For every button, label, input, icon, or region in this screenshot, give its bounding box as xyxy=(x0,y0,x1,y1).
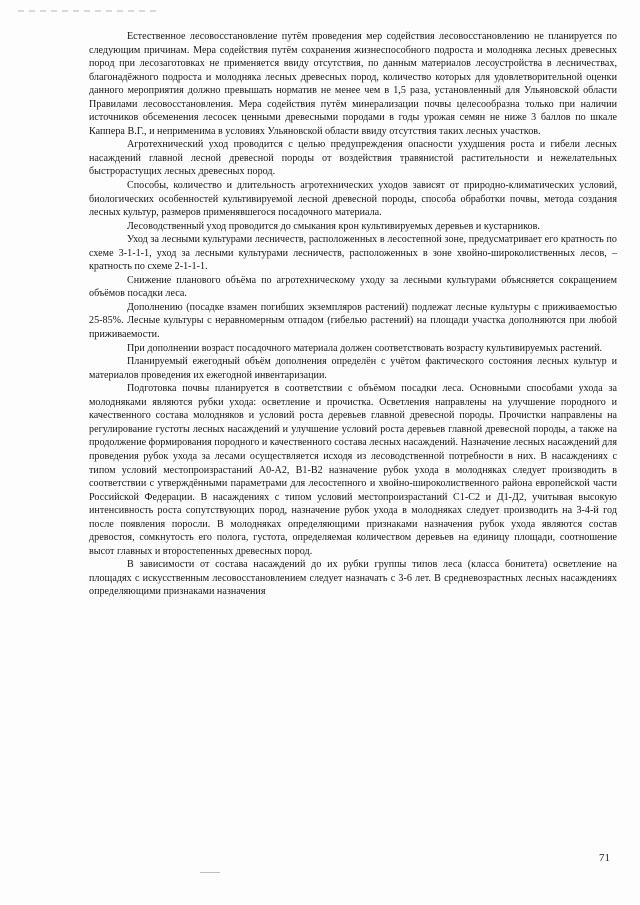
paragraph: Подготовка почвы планируется в соответствии с объёмом посадки леса. Основными способами ухода за молодняками являются рубки ухода: осветление и прочистка. Осветления направлены на улучшение породного и качественного состава молодняков и условий роста деревьев главной древесной породы. Прочистки направлены на регулирование густоты лесных насаждений и улучшение условий роста деревьев главной древесной породы, а также на продолжение формирования породного и качественного состава лесных насаждений. Назначение лесных насаждений для проведения рубок ухода за лесами осуществляется исходя из лесоводственной потребности в них. В насаждениях с типом условий местопроизрастаний А0-А2, В1-В2 назначение рубок ухода в молодняках следует производить в соответствии с утверждёнными параметрами для лесостепного и хвойно-широколиственного района европейской части Российской Федерации. В насаждениях с типом условий местопроизрастаний С1-С2 и Д1-Д2, учитывая высокую интенсивность роста сопутствующих пород, назначение рубок ухода в молодняках следует производить на 3-4-й год после появления поросли. В молодняках определяющими признаками назначения рубок ухода являются состав древостоя, сомкнутость его полога, густота, определяемая количеством деревьев на единицу площади, соотношение высот главных и второстепенных древесных пород. xyxy=(89,383,617,557)
paragraph: Уход за лесными культурами лесничеств, расположенных в лесостепной зоне, предусматривает его кратность по схеме 3-1-1-1, уход за лесными культурами лесничеств, расположенных в зоне хвойно-широколиственных лесов, – кратность по схеме 2-1-1-1. xyxy=(89,234,617,273)
paragraph: Дополнению (посадке взамен погибших экземпляров растений) подлежат лесные культуры с приживаемостью 25-85%. Лесные культуры с неравномерным отпадом (гибелью растений) на площади участка дополняются при любой приживаемости. xyxy=(89,301,617,341)
paragraph: Естественное лесовосстановление путём проведения мер содействия лесовосстановлению не планируется по следующим причинам. Мера содействия путём сохранения жизнеспособного подроста и молодняка лесных древесных пород при лесозаготовках не применяется ввиду отсутствия, по данным материалов лесоустройства в лесничествах, благонадёжного подроста и молодняка лесных древесных пород, количество которых для удовлетворительной оценки данного мероприятия должно превышать норматив не менее чем в 1,5 раза, установленный для Ульяновской области Правилами лесовосстановления. Мера содействия путём минерализации почвы целесообразна только при наличии источников обсеменения лесосек ценными древесными породами в годы урожая семян не ниже 3 баллов по шкале Каппера В.Г., и неприменима в условиях Ульяновской области ввиду отсутствия таких лесных участков. xyxy=(89,31,617,137)
document-body xyxy=(89,30,617,599)
paragraph: Снижение планового объёма по агротехническому уходу за лесными культурами объясняется сокращением объёмов посадки леса. xyxy=(89,274,617,300)
paragraph: Агротехнический уход проводится с целью предупреждения опасности ухудшения роста и гибели лесных насаждений главной лесной древесной породы от воздействия травянистой растительности и нежелательных быстрорастущих лесных древесных пород. xyxy=(89,139,617,178)
scan-artifact xyxy=(200,872,220,873)
paragraph: В зависимости от состава насаждений до их рубки группы типов леса (класса бонитета) осветление на площадях с искусственным лесовосстановлением следует назначать с 3-6 лет. В средневозрастных лесных насаждениях определяющими признаками назначения xyxy=(89,559,617,598)
paragraph: Способы, количество и длительность агротехнических уходов зависят от природно-климатических условий, биологических особенностей культивируемой лесной древесной породы, способа обработки почвы, метода создания лесных культур, размеров применявшегося посадочного материала. xyxy=(89,180,617,219)
page-number: 71 xyxy=(599,852,610,864)
paragraph: Планируемый ежегодный объём дополнения определён с учётом фактического состояния лесных культур и материалов проведения их ежегодной инвентаризации. xyxy=(89,356,617,381)
paragraph: При дополнении возраст посадочного материала должен соответствовать возрасту культивируемых растений. xyxy=(127,342,603,354)
scan-artifact xyxy=(18,10,158,12)
paragraph: Лесоводственный уход проводится до смыкания крон культивируемых деревьев и кустарников. xyxy=(127,220,540,232)
